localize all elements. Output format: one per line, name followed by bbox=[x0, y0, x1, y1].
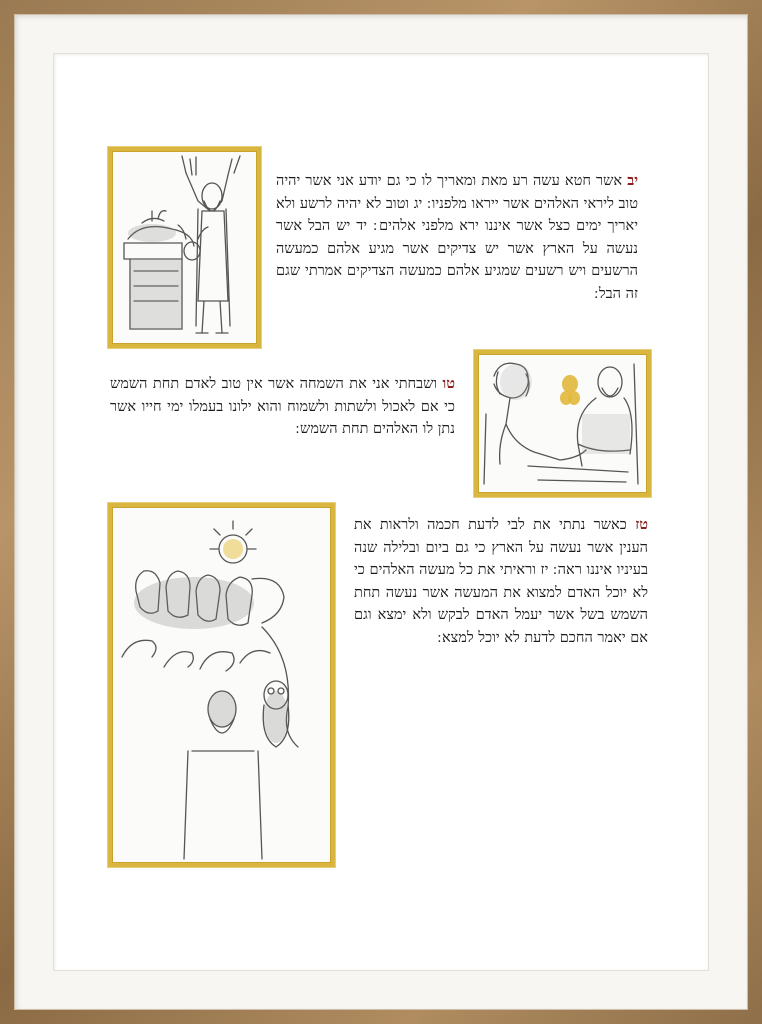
passage-3-text: כאשר נתתי את לבי לדעת חכמה ולראות את הענין אשר נעשה על הארץ כי גם ביום ובלילה שנה בעיניו איננו ראה ׃ יז וראיתי את כל מעשה האלהים כי לא יוכל האדם למצוא את המעשה אשר נעשה תחת השמש בשל אשר יעמל האדם לבקש ולא ימצא וגם אם יאמר החכם לדעת לא יוכל למצא ׃ bbox=[354, 517, 648, 646]
passage-3 bbox=[354, 514, 648, 650]
verse-number-1: יב bbox=[627, 172, 639, 189]
verse-number-2: טו bbox=[442, 375, 456, 392]
passage-2-text: ושבחתי אני את השמחה אשר אין טוב לאדם תחת השמש כי אם לאכול ולשתות ולשמוח והוא ילונו בעמלו ימי חייו אשר נתן לו האלהים תחת השמש ׃ bbox=[110, 376, 455, 438]
passage-1-text: אשר חטא עשה רע מאת ומאריך לו כי גם יודע אני אשר יהיה טוב ליראי האלהים אשר ייראו מלפניו ׃ יג וטוב לא יהיה לרשע ולא יאריך ימים כצל אשר איננו ירא מלפני אלהים ׃ יד יש הבל אשר נעשה על הארץ אשר יש צדיקים אשר מגיע אלהם כמעשה הרשעים ויש רשעים שמגיע אלהם כמעשה הצדיקים אמרתי שגם זה הבל ׃ bbox=[276, 173, 638, 302]
illustration-sacrifice bbox=[108, 147, 261, 348]
passage-1 bbox=[276, 170, 638, 306]
couple-reclining-eating-icon bbox=[478, 354, 647, 493]
passage-2 bbox=[110, 373, 455, 441]
horses-sun-man-owl-icon bbox=[112, 507, 331, 863]
illustration-feast bbox=[474, 350, 651, 497]
verse-number-3: טז bbox=[635, 516, 648, 533]
illustration-horses-sage bbox=[108, 503, 335, 867]
man-raising-arms-with-ox-altar-icon bbox=[112, 151, 257, 344]
